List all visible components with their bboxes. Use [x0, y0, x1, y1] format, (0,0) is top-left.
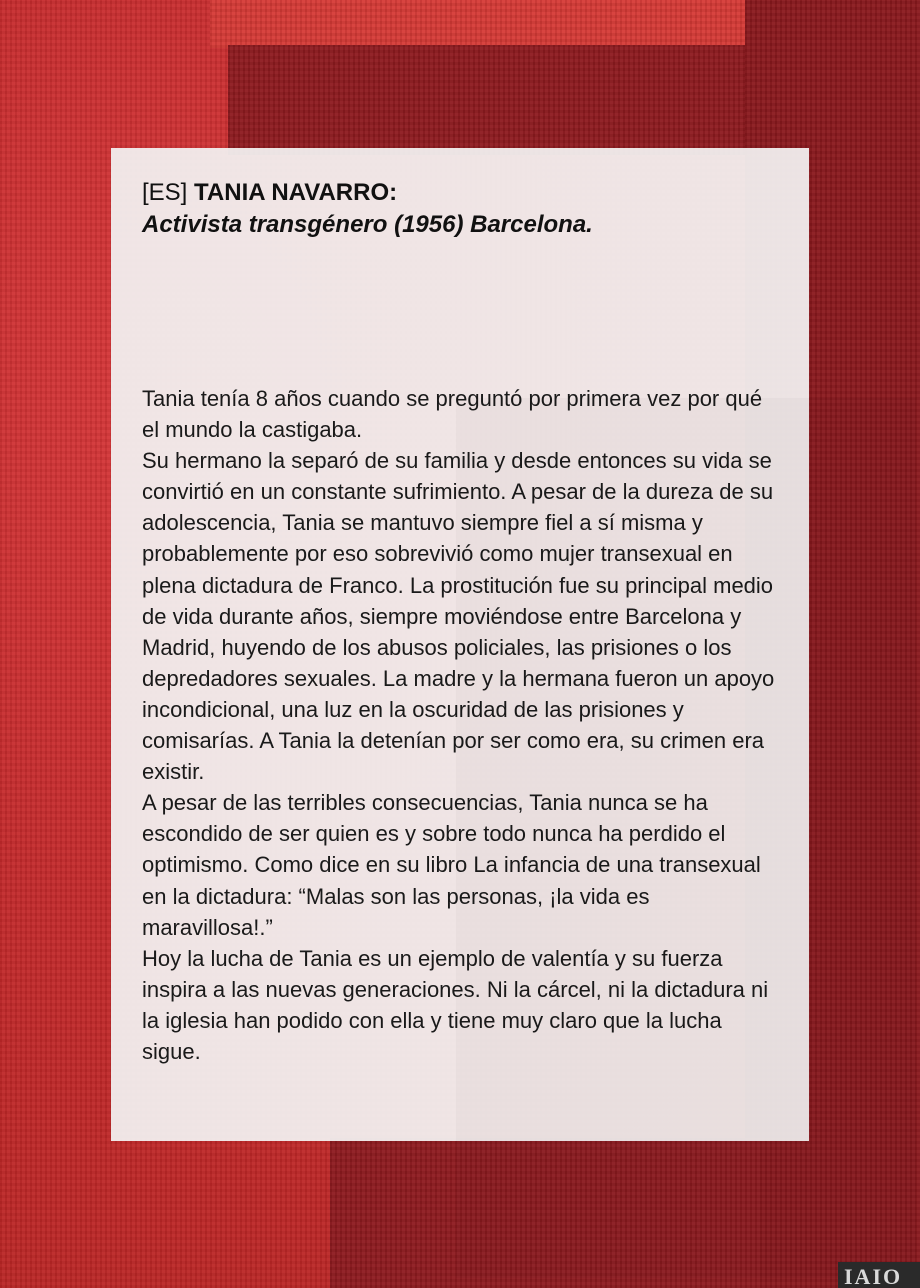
paragraph: Tania tenía 8 años cuando se preguntó por primera vez por qué el mundo la castigaba.: [142, 386, 763, 443]
subtitle: Activista transgénero (1956) Barcelona.: [142, 211, 593, 238]
person-name: TANIA NAVARRO:: [194, 179, 398, 206]
text-card: [111, 148, 809, 1141]
paragraph: Su hermano la separó de su familia y desde entonces su vida se convirtió en un constante sufrimiento. A pesar de la dureza de su adolescencia, Tania se mantuvo siempre fiel a sí misma y probablemente por eso sobrevivió como mujer transexual en plena dictadura de Franco. La prostitución fue su principal medio de vida durante años, siempre moviéndose entre Barcelona y Madrid, huyendo de los abusos policiales, las prisiones o los depredadores sexuales. La madre y la hermana fueron un apoyo incondicional, una luz en la oscuridad de las prisiones y comisarías. A Tania la detenían por ser como era, su crimen era existir.: [142, 448, 775, 785]
title-line: [142, 176, 779, 210]
paragraph: A pesar de las terribles consecuencias, Tania nunca se ha escondido de ser quien es y sobre todo nunca ha perdido el optimismo. Como dice en su libro La infancia de una transexual en la dictadura: “Malas son las personas, ¡la vida es maravillosa!.”: [142, 790, 761, 940]
language-tag: [ES]: [142, 179, 188, 206]
corner-label: [838, 1262, 920, 1288]
background-light-band: [210, 0, 750, 48]
corner-label-text: IAIO: [844, 1264, 903, 1288]
card-shade: [456, 398, 916, 1278]
background-dark-band-top: [228, 45, 748, 155]
paragraph: Hoy la lucha de Tania es un ejemplo de valentía y su fuerza inspira a las nuevas generaciones. Ni la cárcel, ni la dictadura ni la iglesia han podido con ella y tiene muy claro que la lucha sigue.: [142, 945, 769, 1064]
